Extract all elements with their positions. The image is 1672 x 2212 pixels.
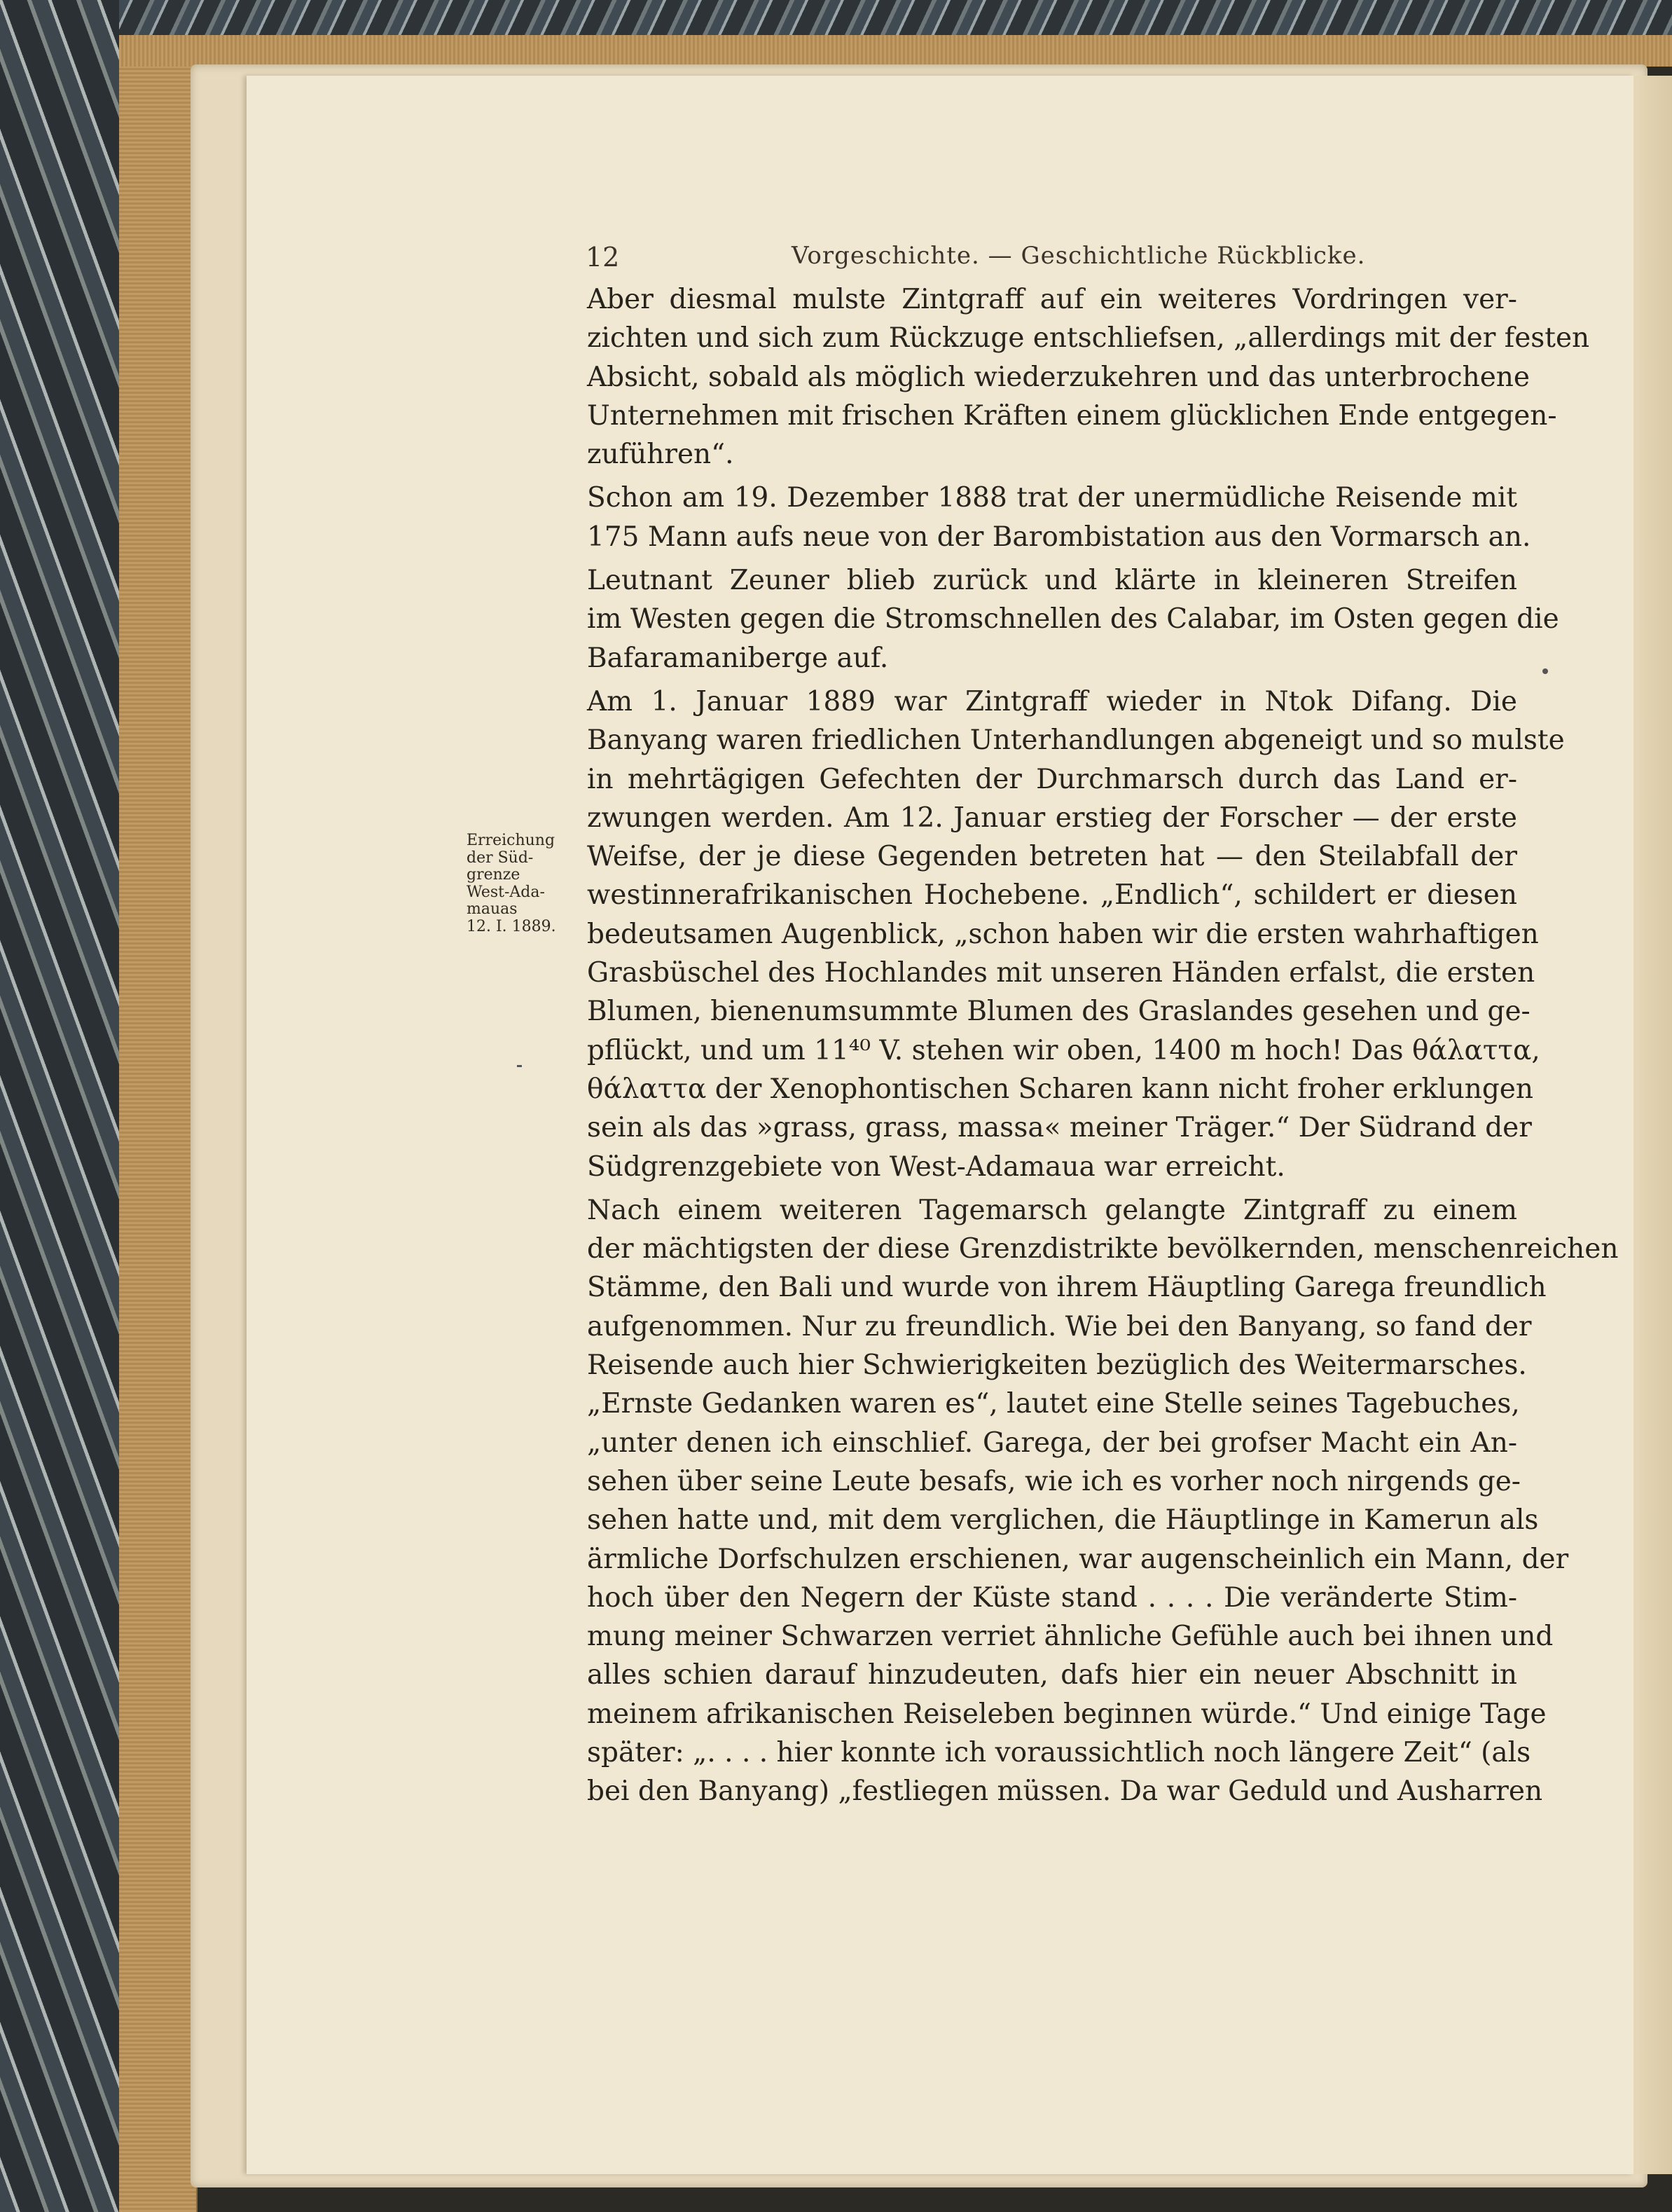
- text-line: „Ernste Gedanken waren es“, lautet eine Stelle seines Tagebuches,: [587, 1388, 1520, 1420]
- text-line: Bafaramaniberge auf.: [587, 642, 889, 674]
- text-line: aufgenommen. Nur zu freundlich. Wie bei den Banyang, so fand der: [587, 1310, 1532, 1342]
- text-line: Am 1. Januar 1889 war Zintgraff wieder in Ntok Difang. Die: [587, 685, 1517, 717]
- text-line: in mehrtägigen Gefechten der Durchmarsch durch das Land er-: [587, 763, 1517, 795]
- body-text: [587, 280, 1619, 1811]
- paragraph: [587, 280, 1590, 474]
- text-line: Blumen, bienenumsummte Blumen des Graslandes gesehen und ge-: [587, 996, 1531, 1028]
- text-line: zichten und sich zum Rückzuge entschliefsen, „allerdings mit der festen: [587, 322, 1590, 355]
- text-line: Schon am 19. Dezember 1888 trat der unermüdliche Reisende mit: [587, 482, 1517, 514]
- text-line: Leutnant Zeuner blieb zurück und klärte in kleineren Streifen: [587, 565, 1517, 597]
- text-line: sehen hatte und, mit dem verglichen, die Häuptlinge in Kamerun als: [587, 1504, 1539, 1537]
- text-line: 175 Mann aufs neue von der Barombistation aus den Vormarsch an.: [587, 521, 1531, 553]
- text-line: alles schien darauf hinzudeuten, dafs hier ein neuer Abschnitt in: [587, 1659, 1517, 1691]
- text-line: bedeutsamen Augenblick, „schon haben wir die ersten wahrhaftigen: [587, 918, 1539, 950]
- text-line: Absicht, sobald als möglich wiederzukehren und das unterbrochene: [587, 361, 1530, 393]
- text-line: mung meiner Schwarzen verriet ähnliche Gefühle auch bei ihnen und: [587, 1621, 1554, 1653]
- cloth-binding-left: [119, 35, 198, 2212]
- text-line: Unternehmen mit frischen Kräften einem glücklichen Ende entgegen-: [587, 399, 1557, 432]
- margin-note-line: der Süd-: [467, 849, 534, 867]
- margin-note-line: mauas: [467, 900, 518, 918]
- text-line: sein als das »grass, grass, massa« meiner Träger.“ Der Südrand der: [587, 1112, 1532, 1144]
- text-line: bei den Banyang) „festliegen müssen. Da war Geduld und Ausharren: [587, 1775, 1543, 1808]
- text-line: Reisende auch hier Schwierigkeiten bezüglich des Weitermarsches.: [587, 1349, 1527, 1382]
- text-line: meinem afrikanischen Reiseleben beginnen würde.“ Und einige Tage: [587, 1698, 1547, 1730]
- margin-note-line: 12. I. 1889.: [467, 917, 556, 935]
- margin-note-line: Erreichung: [467, 832, 555, 849]
- paragraph: [587, 1191, 1619, 1811]
- ink-speck: [1542, 668, 1548, 674]
- text-line: später: „. . . . hier konnte ich voraussichtlich noch längere Zeit“ (als: [587, 1736, 1531, 1768]
- text-line: pflückt, und um 11⁴⁰ V. stehen wir oben, 1400 m hoch! Das θάλαττα,: [587, 1034, 1540, 1066]
- margin-note: [467, 832, 579, 935]
- text-line: „unter denen ich einschlief. Garega, der bei grofser Macht ein An-: [587, 1427, 1517, 1459]
- paragraph: [587, 479, 1531, 556]
- text-line: im Westen gegen die Stromschnellen des Calabar, im Osten gegen die: [587, 603, 1559, 636]
- text-line: der mächtigsten der diese Grenzdistrikte bevölkernden, menschenreichen: [587, 1233, 1619, 1265]
- text-line: zwungen werden. Am 12. Januar erstieg der Forscher — der erste: [587, 802, 1517, 834]
- ink-speck: [517, 1065, 522, 1067]
- paragraph: [587, 682, 1565, 1186]
- text-line: westinnerafrikanischen Hochebene. „Endlich“, schildert er diesen: [587, 879, 1517, 912]
- running-title: Vorgeschichte. — Geschichtliche Rückblicke.: [792, 242, 1366, 270]
- text-line: Grasbüschel des Hochlandes mit unseren Händen erfalst, die ersten: [587, 957, 1535, 989]
- text-line: sehen über seine Leute besafs, wie ich es vorher noch nirgends ge-: [587, 1465, 1521, 1497]
- text-line: Banyang waren friedlichen Unterhandlungen abgeneigt und so mulste: [587, 724, 1565, 757]
- page-number: 12: [586, 242, 620, 273]
- cloth-binding-top: [119, 35, 1672, 67]
- text-line: Stämme, den Bali und wurde von ihrem Häuptling Garega freundlich: [587, 1272, 1547, 1304]
- margin-note-line: West-Ada-: [467, 883, 545, 901]
- text-line: Weifse, der je diese Gegenden betreten hat — den Steilabfall der: [587, 841, 1517, 873]
- text-line: zuführen“.: [587, 439, 734, 471]
- page-edge: [1633, 76, 1672, 2174]
- text-line: Südgrenzgebiete von West-Adamaua war erreicht.: [587, 1150, 1285, 1183]
- text-line: Aber diesmal mulste Zintgraff auf ein weiteres Vordringen ver-: [587, 284, 1517, 315]
- text-line: ärmliche Dorfschulzen erschienen, war augenscheinlich ein Mann, der: [587, 1543, 1569, 1575]
- paragraph: [587, 561, 1559, 678]
- margin-note-line: grenze: [467, 866, 520, 884]
- text-line: θάλαττα der Xenophontischen Scharen kann nicht froher erklungen: [587, 1073, 1534, 1105]
- text-line: hoch über den Negern der Küste stand . . . . Die veränderte Stim-: [587, 1581, 1517, 1614]
- text-line: Nach einem weiteren Tagemarsch gelangte Zintgraff zu einem: [587, 1194, 1517, 1226]
